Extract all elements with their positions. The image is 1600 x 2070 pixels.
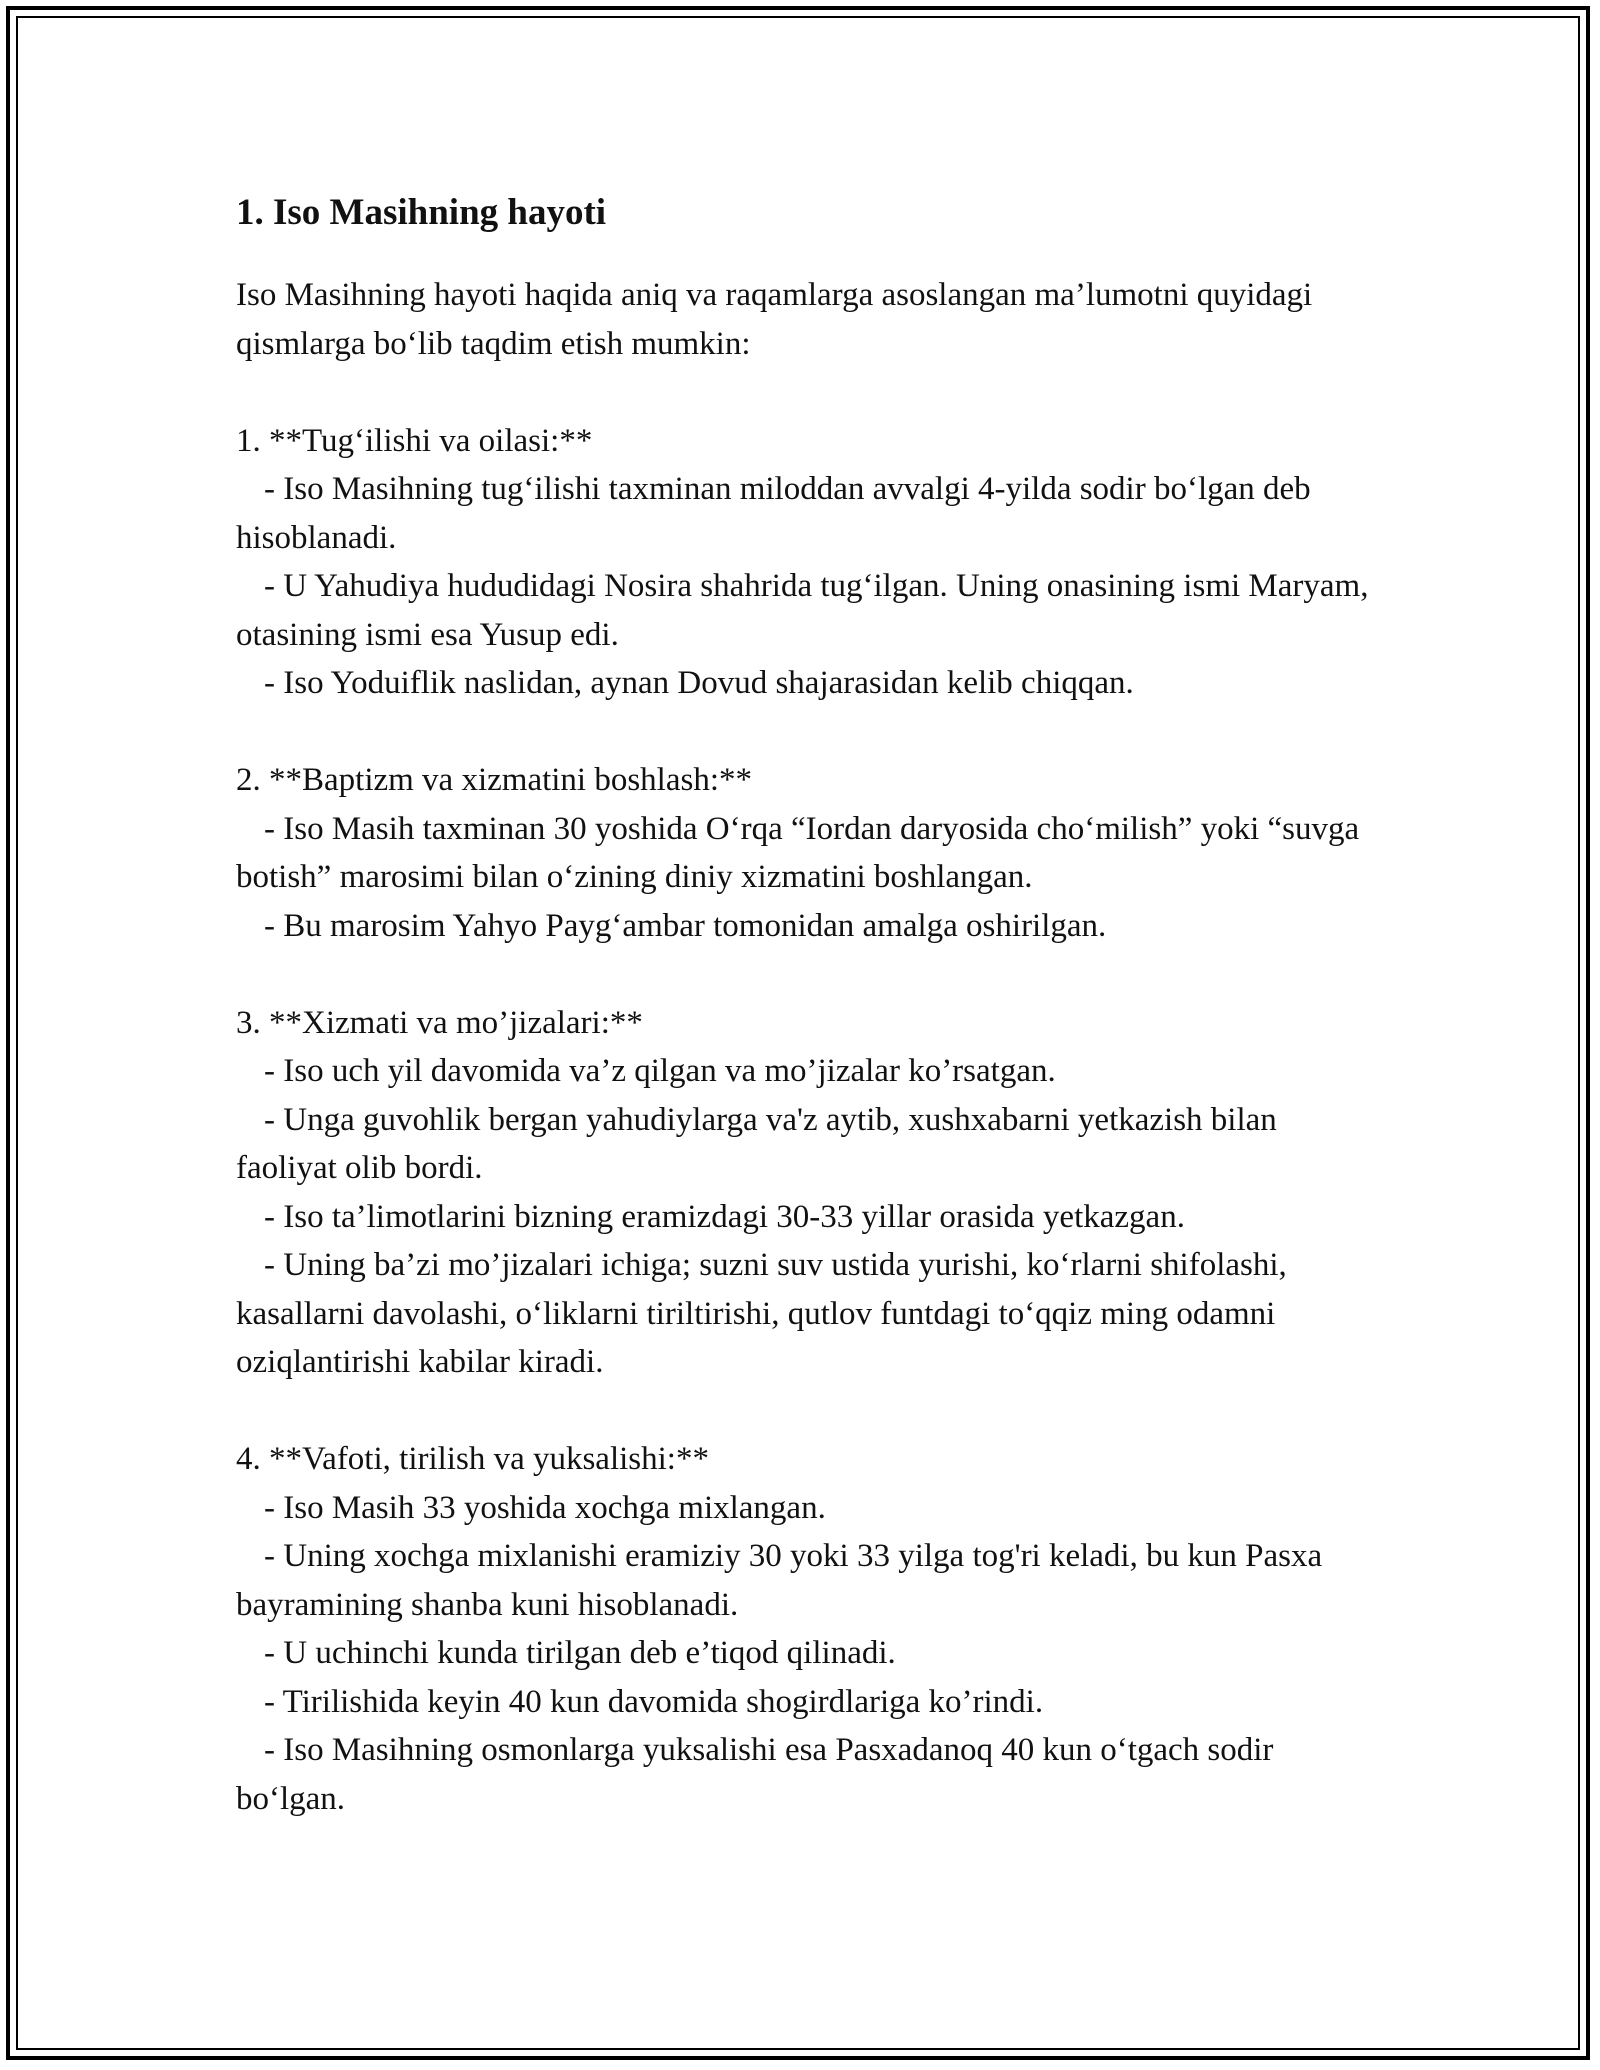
section-heading: 1. **Tug‘ilishi va oilasi:**: [236, 422, 593, 459]
bullet-item: - Iso Masih taxminan 30 yoshida O‘rqa “Iordan daryosida cho‘milish” yoki “suvga botish” marosimi bilan o‘zining diniy xizmatini boshlangan.: [236, 810, 1360, 895]
section-heading: 3. **Xizmati va mo’jizalari:**: [236, 1004, 643, 1041]
bullet-item: - Iso uch yil davomida va’z qilgan va mo’jizalar ko’rsatgan.: [264, 1053, 1056, 1089]
bullet-item: - Iso Masihning tug‘ilishi taxminan miloddan avvalgi 4-yilda sodir bo‘lgan deb hisoblanadi.: [236, 471, 1311, 556]
section-death-resurrection: [236, 1435, 1376, 1823]
bullet-item: - Uning ba’zi mo’jizalari ichiga; suzni suv ustida yurishi, ko‘rlarni shifolashi, kasallarni davolashi, o‘liklarni tiriltirishi, qutlov funtdagi to‘qqiz ming odamni oziqlantirishi kabilar kiradi.: [236, 1247, 1287, 1380]
bullet-item: - Tirilishida keyin 40 kun davomida shogirdlariga ko’rindi.: [264, 1683, 1044, 1720]
bullet-item: - Iso Yoduiflik naslidan, aynan Dovud shajarasidan kelib chiqqan.: [264, 665, 1134, 701]
document-body: [236, 185, 1376, 1823]
bullet-item: - Iso ta’limotlarini bizning eramizdagi 30-33 yillar orasida yetkazgan.: [264, 1198, 1185, 1235]
bullet-item: - Unga guvohlik bergan yahudiylarga va'z aytib, xushxabarni yetkazish bilan faoliyat olib bordi.: [236, 1101, 1277, 1186]
section-service-miracles: [236, 999, 1376, 1387]
bullet-item: - U uchinchi kunda tirilgan deb e’tiqod qilinadi.: [264, 1635, 896, 1671]
bullet-item: - U Yahudiya hududidagi Nosira shahrida tug‘ilgan. Uning onasining ismi Maryam, otasining ismi esa Yusup edi.: [236, 568, 1369, 653]
bullet-item: - Bu marosim Yahyo Payg‘ambar tomonidan amalga oshirilgan.: [264, 907, 1107, 944]
intro-paragraph: Iso Masihning hayoti haqida aniq va raqamlarga asoslangan ma’lumotni quyidagi qismlarga bo‘lib taqdim etish mumkin:: [236, 277, 1313, 362]
bullet-item: - Iso Masihning osmonlarga yuksalishi esa Pasxadanoq 40 kun o‘tgach sodir bo‘lgan.: [236, 1732, 1274, 1817]
document-title: 1. Iso Masihning hayoti: [236, 192, 607, 233]
section-heading: 2. **Baptizm va xizmatini boshlash:**: [236, 762, 753, 798]
section-heading: 4. **Vafoti, tirilish va yuksalishi:**: [236, 1441, 709, 1477]
section-birth-family: [236, 417, 1376, 708]
bullet-item: - Uning xochga mixlanishi eramiziy 30 yoki 33 yilga tog'ri keladi, bu kun Pasxa bayramining shanba kuni hisoblanadi.: [236, 1538, 1323, 1623]
bullet-item: - Iso Masih 33 yoshida xochga mixlangan.: [264, 1489, 826, 1526]
section-baptism-ministry: [236, 756, 1376, 950]
